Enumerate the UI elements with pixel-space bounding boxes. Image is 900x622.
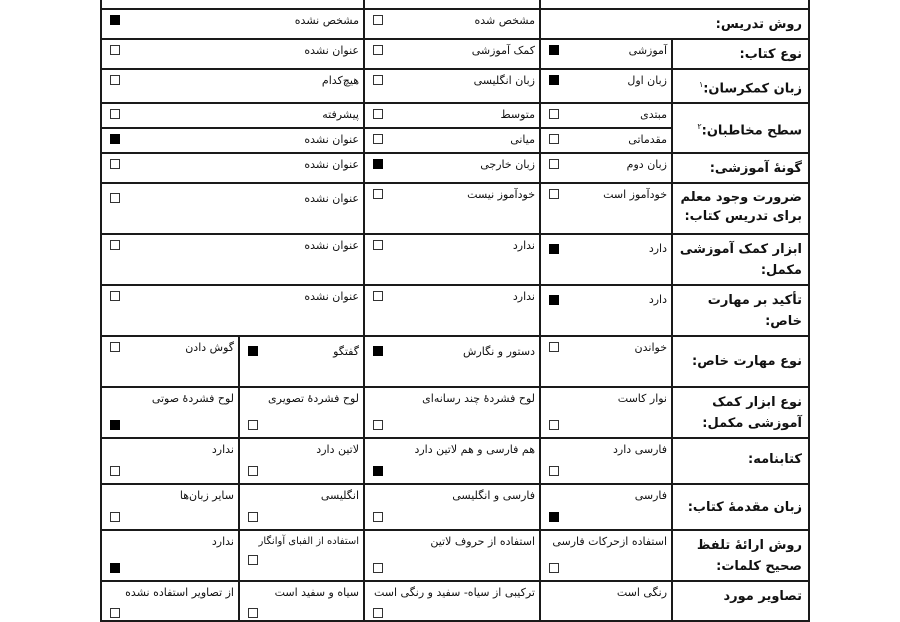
- row-label: تأکید بر مهارت خاص:: [707, 293, 802, 330]
- checkbox-checked[interactable]: [110, 563, 120, 573]
- option-label: لوح فشردهٔ چند رسانه‌ای: [422, 392, 535, 406]
- form-row-bibliography: [101, 438, 809, 484]
- checkbox-empty[interactable]: [549, 466, 559, 476]
- checkbox-empty[interactable]: [110, 466, 120, 476]
- option-cell: [364, 234, 540, 285]
- option-cell: [101, 234, 364, 285]
- option-cell: [101, 103, 364, 128]
- form-row-intro-language: [101, 484, 809, 530]
- option-label: دارد: [648, 293, 667, 307]
- option-cell: [540, 387, 672, 438]
- option-cell: [101, 530, 239, 581]
- label-cell: [540, 9, 809, 39]
- checkbox-checked[interactable]: [549, 45, 559, 55]
- row-label: نوع مهارت خاص:: [692, 354, 802, 370]
- option-label: خودآموز است: [603, 188, 667, 202]
- form-table: [100, 0, 810, 622]
- option-label: ندارد: [512, 239, 535, 253]
- option-label: فارسی: [634, 489, 667, 503]
- evaluation-form: [100, 0, 808, 622]
- row-label: روش تدریس:: [715, 17, 802, 32]
- option-cell: [239, 438, 364, 484]
- form-row-pronunciation-method: [101, 530, 809, 581]
- label-cell: [672, 484, 809, 530]
- checkbox-checked[interactable]: [110, 420, 120, 430]
- option-cell: [364, 285, 540, 336]
- option-cell: [101, 69, 364, 103]
- option-cell: [364, 0, 540, 9]
- checkbox-empty[interactable]: [248, 512, 258, 522]
- option-label: استفاده از الفبای آوانگار: [258, 536, 359, 548]
- footnote-marker: ۱: [698, 80, 704, 89]
- option-label: هم فارسی و هم لاتین دارد: [414, 443, 535, 457]
- checkbox-empty[interactable]: [110, 75, 120, 85]
- option-cell: [364, 581, 540, 621]
- form-row-audience-level: [101, 103, 809, 128]
- option-cell: [101, 9, 364, 39]
- checkbox-checked[interactable]: [373, 466, 383, 476]
- label-cell: [672, 39, 809, 69]
- checkbox-empty[interactable]: [373, 240, 383, 250]
- option-label: زبان اول: [627, 74, 667, 87]
- footnote-marker: ۲: [697, 122, 702, 132]
- checkbox-checked[interactable]: [248, 346, 258, 356]
- label-cell: [672, 438, 809, 484]
- row-label: زبان مقدمهٔ کتاب:: [687, 500, 802, 516]
- form-row-top-partial: [101, 0, 809, 9]
- option-cell: [540, 69, 672, 103]
- checkbox-empty[interactable]: [110, 291, 120, 301]
- option-label: استفاده ازحرکات فارسی: [552, 535, 667, 549]
- option-label: آموزشی: [628, 44, 667, 57]
- option-cell: [540, 484, 672, 530]
- option-cell: [239, 336, 364, 387]
- option-label: متوسط: [500, 108, 535, 122]
- option-cell: [101, 39, 364, 69]
- checkbox-checked[interactable]: [110, 193, 120, 203]
- checkbox-empty[interactable]: [373, 420, 383, 430]
- row-label: تصاویر مورد: [723, 589, 802, 605]
- checkbox-empty[interactable]: [373, 563, 383, 573]
- option-cell: [540, 530, 672, 581]
- checkbox-empty[interactable]: [248, 420, 258, 430]
- checkbox-checked[interactable]: [110, 15, 120, 25]
- option-label: عنوان نشده: [304, 133, 359, 147]
- option-cell: [239, 530, 364, 581]
- option-label: ندارد: [211, 443, 234, 457]
- option-label: استفاده از حروف لاتین: [430, 535, 535, 549]
- option-label: ندارد: [512, 290, 535, 304]
- row-label: ابزار کمک آموزشی مکمل:: [679, 242, 802, 279]
- option-cell: [101, 285, 364, 336]
- checkbox-empty[interactable]: [373, 45, 383, 55]
- row-label: گونهٔ آموزشی:: [709, 161, 802, 177]
- checkbox-empty[interactable]: [549, 342, 559, 352]
- option-label: ترکیبی از سیاه- سفید و رنگی است: [373, 586, 535, 600]
- option-cell: [239, 581, 364, 621]
- option-cell: [540, 128, 672, 153]
- option-label: زبان دوم: [626, 158, 667, 172]
- option-cell: [540, 234, 672, 285]
- label-cell: [672, 234, 809, 285]
- form-row-teacher-need: [101, 183, 809, 234]
- checkbox-empty[interactable]: [248, 466, 258, 476]
- row-label: [673, 70, 808, 102]
- checkbox-empty[interactable]: [110, 45, 120, 55]
- form-row-images: [101, 581, 809, 621]
- option-label: لوح فشردهٔ صوتی: [151, 392, 234, 406]
- form-row-teaching-method: [101, 9, 809, 39]
- option-cell: [101, 0, 364, 9]
- row-label: [673, 104, 808, 144]
- form-row-book-type: [101, 39, 809, 69]
- checkbox-empty[interactable]: [110, 240, 120, 250]
- option-cell: [364, 9, 540, 39]
- option-label: زبان انگلیسی: [473, 74, 535, 87]
- option-label: مقدماتی: [628, 133, 667, 147]
- option-label: دارد: [648, 242, 667, 256]
- checkbox-empty[interactable]: [110, 342, 120, 352]
- option-cell: [101, 438, 239, 484]
- option-label: فارسی و انگلیسی: [452, 489, 535, 503]
- checkbox-empty[interactable]: [373, 134, 383, 144]
- option-cell: [364, 183, 540, 234]
- option-cell: [101, 153, 364, 183]
- label-cell: [672, 69, 809, 103]
- option-label: ندارد: [211, 535, 234, 549]
- label-cell: [672, 153, 809, 183]
- form-row-tool-type: [101, 387, 809, 438]
- form-row-helper-language: [101, 69, 809, 103]
- checkbox-empty[interactable]: [549, 420, 559, 430]
- checkbox-empty[interactable]: [549, 563, 559, 573]
- row-label: روش ارائهٔ تلفظ صحیح کلمات:: [696, 538, 802, 575]
- checkbox-checked[interactable]: [549, 244, 559, 254]
- option-label: لوح فشردهٔ تصویری: [268, 392, 359, 406]
- option-label: سیاه و سفید است: [274, 586, 359, 600]
- option-cell: [364, 438, 540, 484]
- checkbox-empty[interactable]: [110, 159, 120, 169]
- option-cell: [101, 183, 364, 234]
- option-cell: [239, 387, 364, 438]
- option-label: سایر زبان‌ها: [179, 489, 234, 503]
- form-row-skill-emphasis: [101, 285, 809, 336]
- checkbox-checked[interactable]: [549, 295, 559, 305]
- option-label: مبتدی: [640, 108, 667, 122]
- row-label-text: زبان کمکرسان:: [703, 81, 802, 97]
- option-label: عنوان نشده: [304, 192, 359, 206]
- form-row-educational-type: [101, 153, 809, 183]
- checkbox-checked[interactable]: [373, 346, 383, 356]
- option-cell: [364, 484, 540, 530]
- option-cell: [540, 103, 672, 128]
- checkbox-empty[interactable]: [373, 189, 383, 199]
- option-cell: [540, 336, 672, 387]
- row-label: کتابنامه:: [748, 452, 802, 468]
- option-cell: [364, 39, 540, 69]
- option-label: خودآموز نیست: [467, 188, 535, 202]
- option-label: عنوان نشده: [304, 158, 359, 172]
- label-cell: [672, 285, 809, 336]
- row-label-text: سطح مخاطبان:: [701, 123, 802, 139]
- option-cell: [364, 153, 540, 183]
- checkbox-empty[interactable]: [110, 512, 120, 522]
- option-cell: [364, 336, 540, 387]
- option-label: مشخص نشده: [294, 14, 359, 27]
- option-label: زبان خارجی: [480, 158, 535, 172]
- checkbox-checked[interactable]: [373, 159, 383, 169]
- row-label: ضرورت وجود معلم برای تدریس کتاب:: [680, 190, 802, 225]
- checkbox-empty[interactable]: [373, 512, 383, 522]
- option-label: عنوان نشده: [304, 290, 359, 304]
- option-cell: [364, 103, 540, 128]
- label-cell: [672, 336, 809, 387]
- option-label: مشخص شده: [474, 14, 535, 27]
- checkbox-empty[interactable]: [549, 159, 559, 169]
- label-cell: [672, 103, 809, 153]
- row-label: نوع ابزار کمک آموزشی مکمل:: [702, 395, 802, 432]
- form-row-skill-type: [101, 336, 809, 387]
- label-cell: [540, 0, 809, 9]
- checkbox-checked[interactable]: [549, 75, 559, 85]
- checkbox-empty[interactable]: [549, 109, 559, 119]
- option-cell: [364, 128, 540, 153]
- checkbox-empty[interactable]: [248, 555, 258, 565]
- checkbox-empty[interactable]: [248, 608, 258, 618]
- option-cell: [101, 336, 239, 387]
- option-label: خواندن: [634, 341, 667, 355]
- label-cell: [672, 581, 809, 621]
- checkbox-empty[interactable]: [373, 291, 383, 301]
- option-cell: [364, 69, 540, 103]
- option-cell: [101, 581, 239, 621]
- checkbox-empty[interactable]: [110, 109, 120, 119]
- option-cell: [364, 530, 540, 581]
- option-cell: [364, 387, 540, 438]
- option-label: پیشرفته: [322, 108, 359, 122]
- checkbox-empty[interactable]: [373, 15, 383, 25]
- option-label: رنگی است: [616, 586, 667, 600]
- option-label: گوش دادن: [185, 341, 234, 355]
- label-cell: [672, 183, 809, 234]
- option-label: از تصاویر استفاده نشده: [125, 586, 234, 600]
- label-cell: [672, 387, 809, 438]
- checkbox-empty[interactable]: [373, 608, 383, 618]
- checkbox-empty[interactable]: [110, 608, 120, 618]
- option-cell: [540, 285, 672, 336]
- checkbox-empty[interactable]: [373, 109, 383, 119]
- option-cell: [540, 153, 672, 183]
- option-cell: [540, 581, 672, 621]
- option-label: کمک آموزشی: [471, 44, 535, 57]
- form-row-supplementary-tools: [101, 234, 809, 285]
- option-cell: [540, 438, 672, 484]
- option-cell: [239, 484, 364, 530]
- option-cell: [101, 128, 364, 153]
- option-label: فارسی دارد: [613, 443, 667, 457]
- option-cell: [540, 183, 672, 234]
- option-label: عنوان نشده: [304, 44, 359, 57]
- option-cell: [540, 39, 672, 69]
- option-label: انگلیسی: [320, 489, 359, 503]
- row-label: نوع کتاب:: [739, 47, 802, 62]
- label-cell: [672, 530, 809, 581]
- checkbox-empty[interactable]: [549, 189, 559, 199]
- checkbox-checked[interactable]: [110, 134, 120, 144]
- option-label: دستور و نگارش: [463, 345, 535, 359]
- option-label: هیچ‌کدام: [321, 74, 359, 87]
- checkbox-empty[interactable]: [549, 134, 559, 144]
- option-label: لاتین دارد: [316, 443, 359, 457]
- option-label: میانی: [510, 133, 535, 147]
- checkbox-empty[interactable]: [373, 75, 383, 85]
- option-label: نوار کاست: [617, 392, 667, 406]
- checkbox-checked[interactable]: [549, 512, 559, 522]
- option-label: عنوان نشده: [304, 239, 359, 253]
- option-label: گفتگو: [333, 345, 359, 359]
- option-cell: [101, 387, 239, 438]
- option-cell: [101, 484, 239, 530]
